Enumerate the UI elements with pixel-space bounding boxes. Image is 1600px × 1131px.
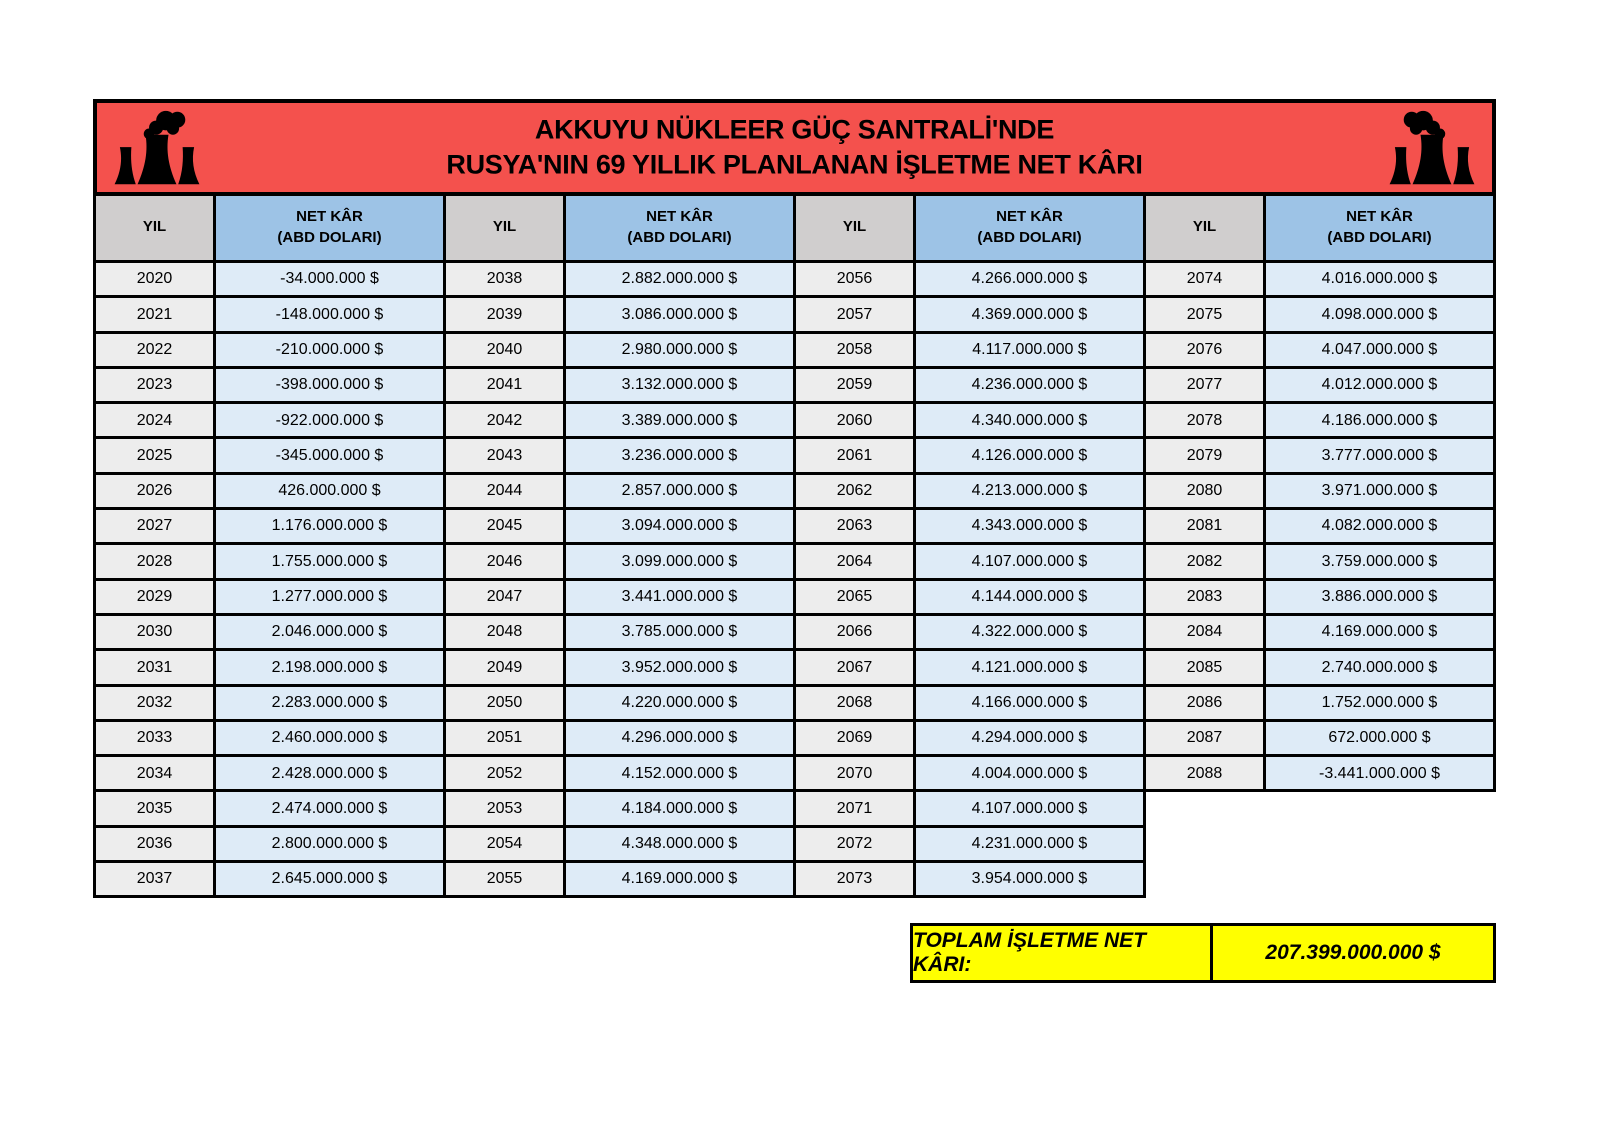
year-cell: 2049 <box>446 651 563 683</box>
year-cell: 2078 <box>1146 404 1263 436</box>
net-profit-cell: 2.857.000.000 $ <box>566 475 793 507</box>
net-profit-cell: 2.474.000.000 $ <box>216 792 443 824</box>
year-cell: 2028 <box>96 545 213 577</box>
year-cell: 2062 <box>796 475 913 507</box>
nuclear-plant-icon <box>1386 110 1478 186</box>
net-profit-cell: -922.000.000 $ <box>216 404 443 436</box>
net-profit-cell: 4.322.000.000 $ <box>916 616 1143 648</box>
year-cell: 2070 <box>796 757 913 789</box>
net-profit-cell: 4.296.000.000 $ <box>566 722 793 754</box>
net-profit-cell: 2.882.000.000 $ <box>566 263 793 295</box>
year-cell: 2072 <box>796 828 913 860</box>
total-value: 207.399.000.000 $ <box>1213 926 1493 980</box>
net-profit-cell: 4.169.000.000 $ <box>1266 616 1493 648</box>
net-profit-cell: 2.800.000.000 $ <box>216 828 443 860</box>
value-column-header <box>916 195 1143 260</box>
net-profit-cell: 1.277.000.000 $ <box>216 581 443 613</box>
year-cell: 2084 <box>1146 616 1263 648</box>
net-profit-cell: 3.441.000.000 $ <box>566 581 793 613</box>
net-profit-cell: 4.348.000.000 $ <box>566 828 793 860</box>
net-profit-cell: 3.785.000.000 $ <box>566 616 793 648</box>
net-profit-cell: 4.016.000.000 $ <box>1266 263 1493 295</box>
year-value-subtable <box>1143 192 1496 792</box>
year-cell: 2077 <box>1146 369 1263 401</box>
value-header-line-1: NET KÂR <box>646 208 713 226</box>
net-profit-cell: 3.389.000.000 $ <box>566 404 793 436</box>
year-cell: 2033 <box>96 722 213 754</box>
year-cell: 2087 <box>1146 722 1263 754</box>
net-profit-cell: -148.000.000 $ <box>216 298 443 330</box>
year-cell: 2032 <box>96 687 213 719</box>
year-cell: 2057 <box>796 298 913 330</box>
year-cell: 2025 <box>96 439 213 471</box>
year-cell: 2064 <box>796 545 913 577</box>
year-cell: 2043 <box>446 439 563 471</box>
year-cell: 2040 <box>446 334 563 366</box>
table-columns <box>93 192 1496 898</box>
year-cell: 2073 <box>796 863 913 895</box>
profit-table <box>93 99 1496 898</box>
year-column-header: YIL <box>1146 195 1263 260</box>
net-profit-cell: 4.004.000.000 $ <box>916 757 1143 789</box>
year-column-header: YIL <box>446 195 563 260</box>
net-profit-cell: 4.098.000.000 $ <box>1266 298 1493 330</box>
net-profit-cell: 4.294.000.000 $ <box>916 722 1143 754</box>
year-cell: 2054 <box>446 828 563 860</box>
net-profit-cell: 4.184.000.000 $ <box>566 792 793 824</box>
year-cell: 2053 <box>446 792 563 824</box>
net-profit-cell: -210.000.000 $ <box>216 334 443 366</box>
net-profit-cell: 3.132.000.000 $ <box>566 369 793 401</box>
year-cell: 2075 <box>1146 298 1263 330</box>
net-profit-cell: -398.000.000 $ <box>216 369 443 401</box>
net-profit-cell: 672.000.000 $ <box>1266 722 1493 754</box>
year-cell: 2024 <box>96 404 213 436</box>
net-profit-cell: 4.144.000.000 $ <box>916 581 1143 613</box>
year-cell: 2023 <box>96 369 213 401</box>
value-header-line-1: NET KÂR <box>1346 208 1413 226</box>
net-profit-cell: 2.428.000.000 $ <box>216 757 443 789</box>
net-profit-cell: 4.012.000.000 $ <box>1266 369 1493 401</box>
value-header-line-2: (ABD DOLARI) <box>1327 228 1432 246</box>
year-cell: 2041 <box>446 369 563 401</box>
net-profit-cell: 2.645.000.000 $ <box>216 863 443 895</box>
year-cell: 2063 <box>796 510 913 542</box>
year-cell: 2029 <box>96 581 213 613</box>
year-cell: 2055 <box>446 863 563 895</box>
year-cell: 2052 <box>446 757 563 789</box>
net-profit-cell: 2.046.000.000 $ <box>216 616 443 648</box>
net-profit-cell: 1.755.000.000 $ <box>216 545 443 577</box>
year-cell: 2067 <box>796 651 913 683</box>
year-cell: 2082 <box>1146 545 1263 577</box>
year-cell: 2045 <box>446 510 563 542</box>
year-cell: 2034 <box>96 757 213 789</box>
year-cell: 2069 <box>796 722 913 754</box>
net-profit-cell: 4.082.000.000 $ <box>1266 510 1493 542</box>
net-profit-cell: -345.000.000 $ <box>216 439 443 471</box>
net-profit-cell: 4.213.000.000 $ <box>916 475 1143 507</box>
year-cell: 2081 <box>1146 510 1263 542</box>
year-cell: 2047 <box>446 581 563 613</box>
value-header-line-1: NET KÂR <box>996 208 1063 226</box>
net-profit-cell: 4.220.000.000 $ <box>566 687 793 719</box>
year-cell: 2088 <box>1146 757 1263 789</box>
year-cell: 2060 <box>796 404 913 436</box>
net-profit-cell: 2.198.000.000 $ <box>216 651 443 683</box>
net-profit-cell: 3.086.000.000 $ <box>566 298 793 330</box>
net-profit-cell: 4.117.000.000 $ <box>916 334 1143 366</box>
year-cell: 2065 <box>796 581 913 613</box>
net-profit-cell: 4.236.000.000 $ <box>916 369 1143 401</box>
net-profit-cell: 3.952.000.000 $ <box>566 651 793 683</box>
net-profit-cell: 2.460.000.000 $ <box>216 722 443 754</box>
net-profit-cell: 1.752.000.000 $ <box>1266 687 1493 719</box>
year-cell: 2046 <box>446 545 563 577</box>
year-value-subtable <box>93 192 446 898</box>
year-cell: 2056 <box>796 263 913 295</box>
net-profit-cell: 1.176.000.000 $ <box>216 510 443 542</box>
net-profit-cell: 4.047.000.000 $ <box>1266 334 1493 366</box>
year-cell: 2026 <box>96 475 213 507</box>
net-profit-cell: 4.231.000.000 $ <box>916 828 1143 860</box>
year-cell: 2083 <box>1146 581 1263 613</box>
year-cell: 2051 <box>446 722 563 754</box>
year-cell: 2080 <box>1146 475 1263 507</box>
net-profit-cell: 4.166.000.000 $ <box>916 687 1143 719</box>
year-value-subtable <box>793 192 1146 898</box>
year-cell: 2059 <box>796 369 913 401</box>
net-profit-cell: 4.152.000.000 $ <box>566 757 793 789</box>
title-banner <box>93 99 1496 196</box>
year-cell: 2074 <box>1146 263 1263 295</box>
year-cell: 2058 <box>796 334 913 366</box>
year-value-subtable <box>443 192 796 898</box>
year-cell: 2079 <box>1146 439 1263 471</box>
year-cell: 2037 <box>96 863 213 895</box>
year-cell: 2086 <box>1146 687 1263 719</box>
value-header-line-2: (ABD DOLARI) <box>627 228 732 246</box>
net-profit-cell: 4.107.000.000 $ <box>916 545 1143 577</box>
year-cell: 2066 <box>796 616 913 648</box>
net-profit-cell: 3.954.000.000 $ <box>916 863 1143 895</box>
value-column-header <box>216 195 443 260</box>
year-cell: 2039 <box>446 298 563 330</box>
net-profit-cell: 3.886.000.000 $ <box>1266 581 1493 613</box>
year-cell: 2076 <box>1146 334 1263 366</box>
year-cell: 2030 <box>96 616 213 648</box>
value-header-line-1: NET KÂR <box>296 208 363 226</box>
title-line-1: AKKUYU NÜKLEER GÜÇ SANTRALİ'NDE <box>534 113 1055 144</box>
net-profit-cell: 4.126.000.000 $ <box>916 439 1143 471</box>
year-cell: 2027 <box>96 510 213 542</box>
net-profit-cell: 3.759.000.000 $ <box>1266 545 1493 577</box>
total-label: TOPLAM İŞLETME NET KÂRI: <box>913 926 1210 980</box>
year-cell: 2044 <box>446 475 563 507</box>
net-profit-cell: 3.777.000.000 $ <box>1266 439 1493 471</box>
net-profit-cell: 4.107.000.000 $ <box>916 792 1143 824</box>
year-cell: 2020 <box>96 263 213 295</box>
net-profit-cell: 4.121.000.000 $ <box>916 651 1143 683</box>
net-profit-cell: -3.441.000.000 $ <box>1266 757 1493 789</box>
page-title <box>97 112 1492 183</box>
year-cell: 2048 <box>446 616 563 648</box>
year-cell: 2085 <box>1146 651 1263 683</box>
year-cell: 2021 <box>96 298 213 330</box>
net-profit-cell: 3.971.000.000 $ <box>1266 475 1493 507</box>
net-profit-cell: 3.094.000.000 $ <box>566 510 793 542</box>
value-header-line-2: (ABD DOLARI) <box>977 228 1082 246</box>
net-profit-cell: 2.980.000.000 $ <box>566 334 793 366</box>
year-column-header: YIL <box>96 195 213 260</box>
title-line-2: RUSYA'NIN 69 YILLIK PLANLANAN İŞLETME NET KÂRI <box>446 149 1143 180</box>
net-profit-cell: 2.283.000.000 $ <box>216 687 443 719</box>
net-profit-cell: 426.000.000 $ <box>216 475 443 507</box>
net-profit-cell: 4.343.000.000 $ <box>916 510 1143 542</box>
year-column-header: YIL <box>796 195 913 260</box>
net-profit-cell: -34.000.000 $ <box>216 263 443 295</box>
net-profit-cell: 4.340.000.000 $ <box>916 404 1143 436</box>
net-profit-cell: 2.740.000.000 $ <box>1266 651 1493 683</box>
year-cell: 2031 <box>96 651 213 683</box>
net-profit-cell: 4.369.000.000 $ <box>916 298 1143 330</box>
year-cell: 2022 <box>96 334 213 366</box>
net-profit-cell: 4.266.000.000 $ <box>916 263 1143 295</box>
total-bar <box>910 923 1496 983</box>
year-cell: 2068 <box>796 687 913 719</box>
year-cell: 2035 <box>96 792 213 824</box>
year-cell: 2038 <box>446 263 563 295</box>
net-profit-cell: 4.169.000.000 $ <box>566 863 793 895</box>
net-profit-cell: 3.099.000.000 $ <box>566 545 793 577</box>
value-header-line-2: (ABD DOLARI) <box>277 228 382 246</box>
year-cell: 2036 <box>96 828 213 860</box>
value-column-header <box>1266 195 1493 260</box>
year-cell: 2050 <box>446 687 563 719</box>
net-profit-cell: 4.186.000.000 $ <box>1266 404 1493 436</box>
year-cell: 2061 <box>796 439 913 471</box>
net-profit-cell: 3.236.000.000 $ <box>566 439 793 471</box>
year-cell: 2042 <box>446 404 563 436</box>
value-column-header <box>566 195 793 260</box>
year-cell: 2071 <box>796 792 913 824</box>
